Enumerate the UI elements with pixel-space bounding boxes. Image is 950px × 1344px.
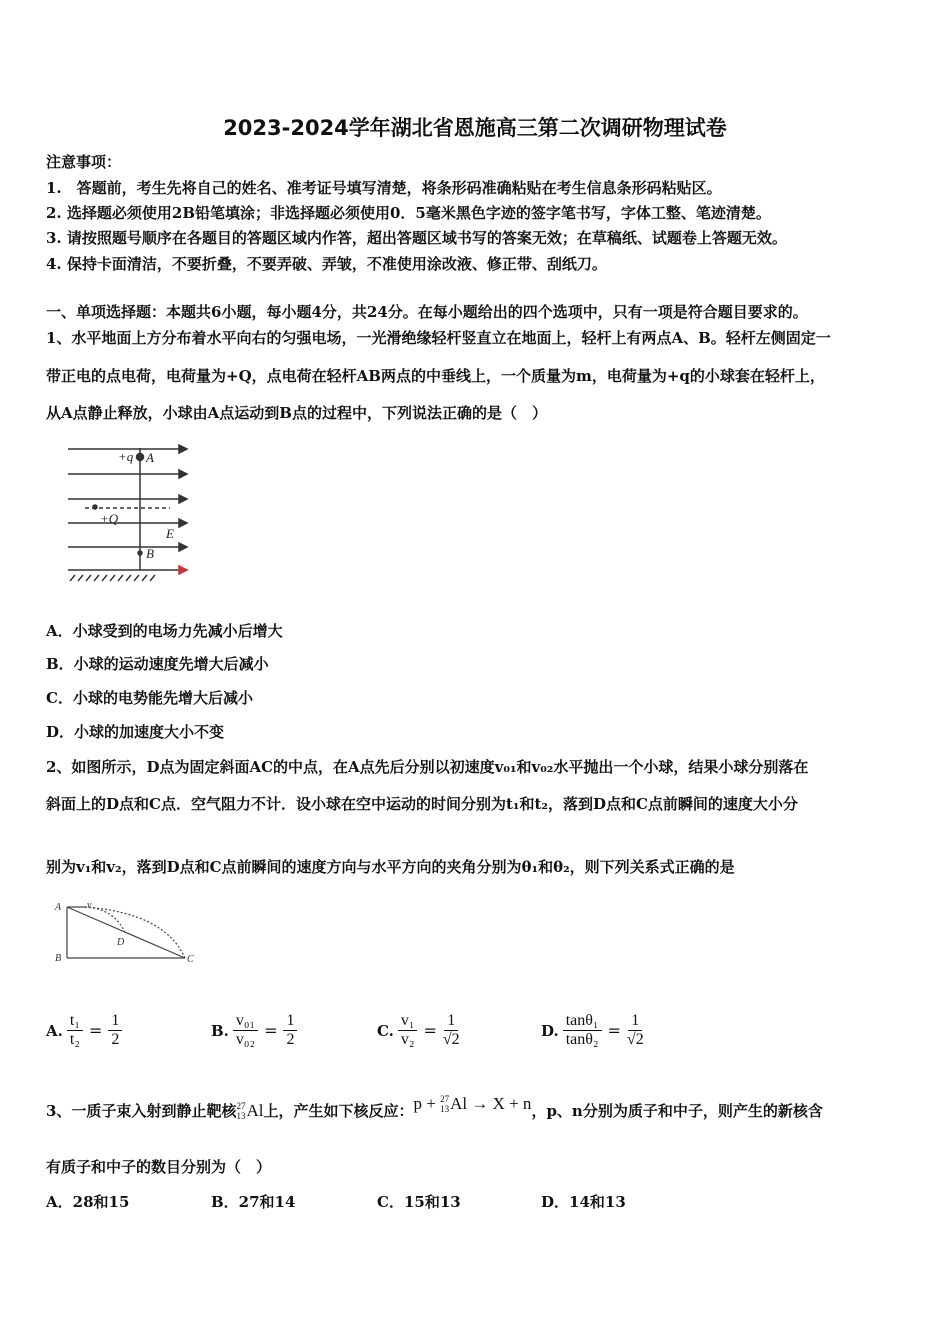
label-B: B: [55, 953, 62, 964]
label-Q: +Q: [100, 511, 119, 526]
q1-text: 1、水平地面上方分布着水平向右的匀强电场，一光滑绝缘轻杆竖直立在地面上，轻杆上有两点A、B。轻杆左侧固定一: [46, 329, 831, 347]
note-item: 4. 保持卡面清洁，不要折叠，不要弄破、弄皱，不准使用涂改液、修正带、刮纸刀。: [46, 255, 607, 273]
q3-text-part: 上，产生如下核反应：: [263, 1102, 414, 1120]
fraction-denominator: √2: [626, 1031, 644, 1048]
q1-option-c[interactable]: C．小球的电势能先增大后减小: [46, 689, 253, 707]
fraction-denominator: √2: [442, 1031, 460, 1048]
fraction-denominator: v₀₂: [235, 1031, 256, 1048]
q1-text: 带正电的点电荷，电荷量为+Q，点电荷在轻杆AB两点的中垂线上，一个质量为m，电荷量为+q的小球套在轻杆上，: [46, 367, 825, 385]
fraction-numerator: v₁: [398, 1012, 418, 1031]
label-E: E: [166, 526, 174, 541]
fraction-numerator: 1: [444, 1012, 458, 1031]
q3-option-a[interactable]: A．28和15: [46, 1193, 130, 1211]
nuclear-reaction: [413, 1094, 531, 1114]
mass-number: 27: [236, 1100, 246, 1111]
q3-option-c[interactable]: C．15和13: [377, 1193, 461, 1211]
q3-option-b[interactable]: B．27和14: [211, 1193, 296, 1211]
q3-text: 有质子和中子的数目分别为（ ）: [46, 1158, 272, 1176]
note-item: 3. 请按照题号顺序在各题目的答题区域内作答，超出答题区域书写的答案无效；在草稿纸、试题卷上答题无效。: [46, 229, 787, 247]
q3-text-part: 3、一质子束入射到静止靶核: [46, 1102, 237, 1120]
label-C: C: [187, 954, 194, 965]
section-heading: 一、单项选择题：本题共6小题，每小题4分，共24分。在每小题给出的四个选项中，只有一项是符合题目要求的。: [46, 303, 808, 321]
q2-option-a[interactable]: A. $\frac{\text{t₁}}{\text{t₂}}$ = $\frac{1}{2}$: [46, 1012, 122, 1049]
q3-text-part: ，p、n分别为质子和中子，则产生的新核含: [531, 1102, 823, 1120]
option-label: B.: [211, 1021, 229, 1040]
q1-text: 从A点静止释放，小球由A点运动到B点的过程中，下列说法正确的是（ ）: [46, 404, 547, 422]
element-symbol: Al: [246, 1100, 264, 1120]
fraction-numerator: 1: [628, 1012, 642, 1031]
mass-number: 27: [440, 1093, 450, 1104]
q1-figure: [60, 440, 200, 585]
q2-text: 别为v₁和v₂，落到D点和C点前瞬间的速度方向与水平方向的夹角分别为θ₁和θ₂，则下列关系式正确的是: [46, 858, 735, 876]
q2-figure: [45, 895, 205, 970]
q1-option-d[interactable]: D．小球的加速度大小不变: [46, 723, 225, 741]
q1-option-a[interactable]: A．小球受到的电场力先减小后增大: [46, 622, 283, 640]
atomic-number: 13: [236, 1110, 246, 1121]
option-label: A.: [46, 1021, 63, 1040]
fraction-numerator: 1: [283, 1012, 297, 1031]
q2-option-b[interactable]: B. $\frac{\text{v₀₁}}{\text{v₀₂}}$ = $\frac{1}{2}$: [211, 1012, 297, 1049]
label-D: D: [117, 937, 125, 948]
label-v: v: [87, 900, 92, 911]
q2-option-d[interactable]: D. $\frac{\text{tanθ₁}}{\text{tanθ₂}}$ = $\frac{1}{√2}$: [541, 1012, 644, 1048]
fraction-numerator: 1: [108, 1012, 122, 1031]
fraction-denominator: 2: [286, 1031, 295, 1048]
note-item: 1. 答题前，考生先将自己的姓名、准考证号填写清楚，将条形码准确粘贴在考生信息条形码粘贴区。: [46, 179, 722, 197]
q2-text: 斜面上的D点和C点．空气阻力不计．设小球在空中运动的时间分别为t₁和t₂，落到D点和C点前瞬间的速度大小分: [46, 795, 798, 813]
fraction-denominator: 2: [111, 1031, 120, 1048]
label-B: B: [146, 546, 154, 561]
notes-heading: 注意事项：: [46, 153, 122, 171]
fraction-numerator: v₀₁: [233, 1012, 258, 1031]
fraction-numerator: tanθ₁: [563, 1012, 602, 1031]
option-label: D.: [541, 1021, 559, 1040]
label-A: A: [55, 902, 62, 913]
element-symbol: Al: [450, 1093, 468, 1113]
q2-text: 2、如图所示，D点为固定斜面AC的中点，在A点先后分别以初速度v₀₁和v₀₂水平抛出一个小球，结果小球分别落在: [46, 758, 809, 776]
q2-option-c[interactable]: C. $\frac{\text{v₁}}{\text{v₂}}$ = $\frac{1}{√2}$: [377, 1012, 460, 1048]
fraction-numerator: t₁: [67, 1012, 83, 1031]
fraction-denominator: t₂: [69, 1031, 80, 1048]
q3-text: [46, 1093, 823, 1121]
reaction-rhs: → X + n: [471, 1093, 532, 1113]
aluminum-nucleus: [236, 1101, 263, 1121]
label-q: +q: [118, 449, 134, 464]
option-label: C.: [377, 1021, 394, 1040]
page-title: 2023-2024学年湖北省恩施高三第二次调研物理试卷: [223, 116, 727, 140]
fraction-denominator: tanθ₂: [565, 1031, 599, 1048]
q3-option-d[interactable]: D．14和13: [541, 1193, 626, 1211]
label-A: A: [146, 450, 154, 465]
q1-option-b[interactable]: B．小球的运动速度先增大后减小: [46, 655, 269, 673]
note-item: 2. 选择题必须使用2B铅笔填涂；非选择题必须使用0．5毫米黑色字迹的签字笔书写，字体工整、笔迹清楚。: [46, 204, 771, 222]
reaction-lhs: p +: [413, 1093, 436, 1113]
fraction-denominator: v₂: [400, 1031, 415, 1048]
atomic-number: 13: [440, 1103, 450, 1114]
